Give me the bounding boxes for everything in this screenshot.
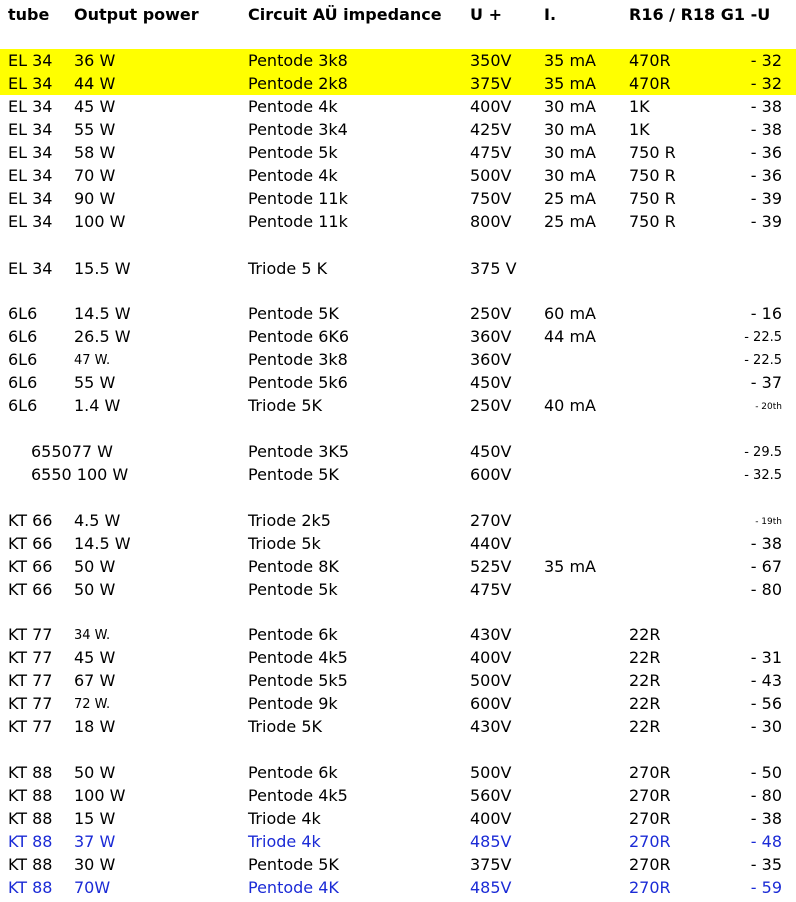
cell-tube: KT 77 xyxy=(8,648,53,667)
cell-voltage: 400V xyxy=(470,809,512,828)
cell-tube: EL 34 xyxy=(8,259,53,278)
table-row xyxy=(0,440,796,463)
cell-tube: KT 88 xyxy=(8,786,53,805)
cell-resistor: 270R xyxy=(629,786,671,805)
cell-circuit: Pentode 5k xyxy=(248,143,338,162)
cell-tube: EL 34 xyxy=(8,51,53,70)
cell-circuit: Pentode 4K xyxy=(248,878,339,897)
cell-circuit: Pentode 3k8 xyxy=(248,51,348,70)
cell-circuit: Pentode 6k xyxy=(248,625,338,644)
cell-grid-bias: - 80 xyxy=(750,580,782,599)
cell-tube: KT 77 xyxy=(8,694,53,713)
cell-voltage: 485V xyxy=(470,832,512,851)
table-row xyxy=(0,876,796,899)
cell-resistor: 22R xyxy=(629,671,661,690)
cell-tube: 6L6 xyxy=(8,396,38,415)
cell-grid-bias: - 30 xyxy=(750,717,782,736)
cell-output-power: 50 W xyxy=(74,557,116,576)
cell-output-power: 72 W. xyxy=(74,697,111,712)
cell-resistor: 750 R xyxy=(629,166,676,185)
cell-current: 35 mA xyxy=(544,557,596,576)
cell-grid-bias: - 22.5 xyxy=(744,353,782,368)
cell-output-power: 70 W xyxy=(74,166,116,185)
table-row xyxy=(0,187,796,210)
table-row xyxy=(0,257,796,280)
table-row xyxy=(0,532,796,555)
cell-tube: EL 34 xyxy=(8,143,53,162)
cell-resistor: 270R xyxy=(629,763,671,782)
table-row xyxy=(0,784,796,807)
table-row xyxy=(0,555,796,578)
header-output-power: Output power xyxy=(74,5,199,24)
cell-voltage: 425V xyxy=(470,120,512,139)
cell-voltage: 400V xyxy=(470,648,512,667)
cell-current: 30 mA xyxy=(544,143,596,162)
cell-voltage: 375V xyxy=(470,855,512,874)
cell-voltage: 360V xyxy=(470,350,512,369)
cell-output-power: 55 W xyxy=(74,373,116,392)
cell-grid-bias: - 38 xyxy=(750,97,782,116)
table-row xyxy=(0,141,796,164)
cell-current: 40 mA xyxy=(544,396,596,415)
cell-circuit: Pentode 9k xyxy=(248,694,338,713)
cell-circuit: Triode 5k xyxy=(248,534,321,553)
cell-tube: KT 88 xyxy=(8,878,53,897)
cell-output-power: 100 W xyxy=(74,786,126,805)
cell-voltage: 485V xyxy=(470,878,512,897)
cell-grid-bias: - 38 xyxy=(750,809,782,828)
cell-output-power: 47 W. xyxy=(74,353,111,368)
cell-circuit: Pentode 4k5 xyxy=(248,648,348,667)
cell-grid-bias: - 19th xyxy=(755,517,782,527)
table-row xyxy=(0,325,796,348)
cell-resistor: 22R xyxy=(629,694,661,713)
cell-current: 60 mA xyxy=(544,304,596,323)
cell-circuit: Pentode 4k5 xyxy=(248,786,348,805)
cell-circuit: Pentode 3k4 xyxy=(248,120,348,139)
cell-grid-bias: - 36 xyxy=(750,166,782,185)
cell-circuit: Triode 5K xyxy=(248,396,322,415)
cell-circuit: Triode 5K xyxy=(248,717,322,736)
cell-circuit: Pentode 2k8 xyxy=(248,74,348,93)
cell-grid-bias: - 56 xyxy=(750,694,782,713)
table-row xyxy=(0,463,796,486)
cell-resistor: 22R xyxy=(629,648,661,667)
cell-resistor: 750 R xyxy=(629,189,676,208)
cell-grid-bias: - 22.5 xyxy=(744,330,782,345)
cell-output-power: 14.5 W xyxy=(74,304,131,323)
cell-output-power: 50 W xyxy=(74,580,116,599)
cell-circuit: Pentode 3K5 xyxy=(248,442,350,461)
table-row xyxy=(0,348,796,371)
cell-circuit: Pentode 6k xyxy=(248,763,338,782)
cell-current: 35 mA xyxy=(544,51,596,70)
cell-voltage: 525V xyxy=(470,557,512,576)
cell-tube: 655077 W xyxy=(31,442,113,461)
cell-voltage: 500V xyxy=(470,671,512,690)
cell-voltage: 600V xyxy=(470,465,512,484)
cell-voltage: 270V xyxy=(470,511,512,530)
cell-grid-bias: - 29.5 xyxy=(744,445,782,460)
cell-resistor: 270R xyxy=(629,832,671,851)
cell-circuit: Pentode 6K6 xyxy=(248,327,350,346)
cell-tube: EL 34 xyxy=(8,212,53,231)
cell-output-power: 55 W xyxy=(74,120,116,139)
cell-tube: KT 66 xyxy=(8,511,53,530)
cell-output-power: 26.5 W xyxy=(74,327,131,346)
cell-circuit: Pentode 3k8 xyxy=(248,350,348,369)
header-resistor-grid-bias: R16 / R18 G1 -U xyxy=(629,5,771,24)
cell-output-power: 4.5 W xyxy=(74,511,121,530)
cell-tube: KT 66 xyxy=(8,534,53,553)
cell-voltage: 375 V xyxy=(470,259,517,278)
table-row xyxy=(0,72,796,95)
cell-output-power: 100 W xyxy=(74,212,126,231)
table-row xyxy=(0,692,796,715)
cell-tube: EL 34 xyxy=(8,74,53,93)
cell-resistor: 1K xyxy=(629,120,650,139)
cell-circuit: Pentode 11k xyxy=(248,189,348,208)
cell-resistor: 22R xyxy=(629,625,661,644)
table-row xyxy=(0,830,796,853)
cell-output-power: 14.5 W xyxy=(74,534,131,553)
cell-circuit: Pentode 5k5 xyxy=(248,671,348,690)
cell-resistor: 750 R xyxy=(629,143,676,162)
cell-voltage: 800V xyxy=(470,212,512,231)
cell-voltage: 360V xyxy=(470,327,512,346)
cell-grid-bias: - 50 xyxy=(750,763,782,782)
cell-tube: KT 88 xyxy=(8,763,53,782)
header-tube: tube xyxy=(8,5,50,24)
cell-voltage: 250V xyxy=(470,304,512,323)
cell-tube: 6L6 xyxy=(8,327,38,346)
cell-current: 30 mA xyxy=(544,120,596,139)
cell-grid-bias: - 32.5 xyxy=(744,468,782,483)
cell-tube: 6L6 xyxy=(8,373,38,392)
cell-grid-bias: - 16 xyxy=(750,304,782,323)
cell-grid-bias: - 20th xyxy=(755,402,782,412)
header-circuit-impedance: Circuit AÜ impedance xyxy=(248,5,442,24)
cell-circuit: Triode 4k xyxy=(248,832,321,851)
cell-voltage: 450V xyxy=(470,442,512,461)
cell-tube: 6550 100 W xyxy=(31,465,129,484)
cell-grid-bias: - 67 xyxy=(750,557,782,576)
cell-tube: 6L6 xyxy=(8,304,38,323)
cell-grid-bias: - 35 xyxy=(750,855,782,874)
cell-voltage: 400V xyxy=(470,97,512,116)
table-row xyxy=(0,302,796,325)
cell-resistor: 270R xyxy=(629,878,671,897)
cell-resistor: 470R xyxy=(629,74,671,93)
cell-current: 44 mA xyxy=(544,327,596,346)
cell-tube: KT 77 xyxy=(8,717,53,736)
cell-voltage: 250V xyxy=(470,396,512,415)
cell-output-power: 70W xyxy=(74,878,111,897)
cell-output-power: 90 W xyxy=(74,189,116,208)
cell-tube: KT 88 xyxy=(8,855,53,874)
cell-tube: EL 34 xyxy=(8,166,53,185)
cell-voltage: 475V xyxy=(470,580,512,599)
cell-tube: KT 88 xyxy=(8,832,53,851)
table-row xyxy=(0,578,796,601)
cell-tube: KT 88 xyxy=(8,809,53,828)
cell-circuit: Pentode 5K xyxy=(248,465,339,484)
table-row xyxy=(0,394,796,417)
table-row xyxy=(0,118,796,141)
cell-tube: EL 34 xyxy=(8,189,53,208)
table-row xyxy=(0,669,796,692)
cell-circuit: Triode 4k xyxy=(248,809,321,828)
cell-grid-bias: - 38 xyxy=(750,120,782,139)
table-row xyxy=(0,761,796,784)
cell-tube: EL 34 xyxy=(8,120,53,139)
cell-output-power: 30 W xyxy=(74,855,116,874)
cell-grid-bias: - 31 xyxy=(750,648,782,667)
cell-output-power: 15 W xyxy=(74,809,116,828)
table-row xyxy=(0,95,796,118)
table-row xyxy=(0,853,796,876)
cell-voltage: 440V xyxy=(470,534,512,553)
cell-circuit: Pentode 11k xyxy=(248,212,348,231)
cell-output-power: 18 W xyxy=(74,717,116,736)
cell-resistor: 1K xyxy=(629,97,650,116)
cell-grid-bias: - 32 xyxy=(750,74,782,93)
table-row xyxy=(0,715,796,738)
cell-grid-bias: - 38 xyxy=(750,534,782,553)
cell-resistor: 22R xyxy=(629,717,661,736)
cell-voltage: 430V xyxy=(470,625,512,644)
table-row xyxy=(0,646,796,669)
cell-circuit: Pentode 4k xyxy=(248,97,338,116)
cell-output-power: 37 W xyxy=(74,832,116,851)
cell-current: 25 mA xyxy=(544,212,596,231)
cell-tube: KT 77 xyxy=(8,671,53,690)
cell-circuit: Triode 2k5 xyxy=(248,511,331,530)
cell-voltage: 475V xyxy=(470,143,512,162)
cell-voltage: 450V xyxy=(470,373,512,392)
cell-current: 30 mA xyxy=(544,166,596,185)
cell-voltage: 500V xyxy=(470,166,512,185)
header-voltage: U + xyxy=(470,5,502,24)
cell-output-power: 34 W. xyxy=(74,628,111,643)
cell-grid-bias: - 36 xyxy=(750,143,782,162)
cell-voltage: 350V xyxy=(470,51,512,70)
table-row xyxy=(0,164,796,187)
cell-current: 30 mA xyxy=(544,97,596,116)
cell-circuit: Pentode 5K xyxy=(248,855,339,874)
table-row xyxy=(0,49,796,72)
cell-tube: 6L6 xyxy=(8,350,38,369)
cell-output-power: 50 W xyxy=(74,763,116,782)
cell-circuit: Pentode 5k6 xyxy=(248,373,348,392)
cell-voltage: 500V xyxy=(470,763,512,782)
cell-voltage: 375V xyxy=(470,74,512,93)
cell-output-power: 67 W xyxy=(74,671,116,690)
cell-output-power: 44 W xyxy=(74,74,116,93)
table-row xyxy=(0,623,796,646)
cell-resistor: 750 R xyxy=(629,212,676,231)
cell-current: 25 mA xyxy=(544,189,596,208)
cell-tube: EL 34 xyxy=(8,97,53,116)
cell-voltage: 600V xyxy=(470,694,512,713)
table-row xyxy=(0,509,796,532)
cell-output-power: 15.5 W xyxy=(74,259,131,278)
table-row xyxy=(0,371,796,394)
cell-output-power: 45 W xyxy=(74,648,116,667)
cell-voltage: 560V xyxy=(470,786,512,805)
header-current: I. xyxy=(544,5,557,24)
cell-output-power: 36 W xyxy=(74,51,116,70)
cell-voltage: 430V xyxy=(470,717,512,736)
cell-current: 35 mA xyxy=(544,74,596,93)
cell-grid-bias: - 43 xyxy=(750,671,782,690)
cell-resistor: 270R xyxy=(629,809,671,828)
cell-circuit: Triode 5 K xyxy=(248,259,328,278)
cell-resistor: 470R xyxy=(629,51,671,70)
cell-circuit: Pentode 4k xyxy=(248,166,338,185)
cell-grid-bias: - 32 xyxy=(750,51,782,70)
cell-grid-bias: - 37 xyxy=(750,373,782,392)
cell-circuit: Pentode 5K xyxy=(248,304,339,323)
cell-grid-bias: - 39 xyxy=(750,189,782,208)
cell-tube: KT 66 xyxy=(8,580,53,599)
cell-resistor: 270R xyxy=(629,855,671,874)
cell-grid-bias: - 80 xyxy=(750,786,782,805)
cell-output-power: 1.4 W xyxy=(74,396,121,415)
cell-output-power: 58 W xyxy=(74,143,116,162)
cell-circuit: Pentode 8K xyxy=(248,557,339,576)
cell-tube: KT 77 xyxy=(8,625,53,644)
table-row xyxy=(0,807,796,830)
cell-grid-bias: - 39 xyxy=(750,212,782,231)
table-row xyxy=(0,210,796,233)
cell-grid-bias: - 59 xyxy=(750,878,782,897)
cell-output-power: 45 W xyxy=(74,97,116,116)
cell-voltage: 750V xyxy=(470,189,512,208)
cell-grid-bias: - 48 xyxy=(750,832,782,851)
cell-tube: KT 66 xyxy=(8,557,53,576)
cell-circuit: Pentode 5k xyxy=(248,580,338,599)
